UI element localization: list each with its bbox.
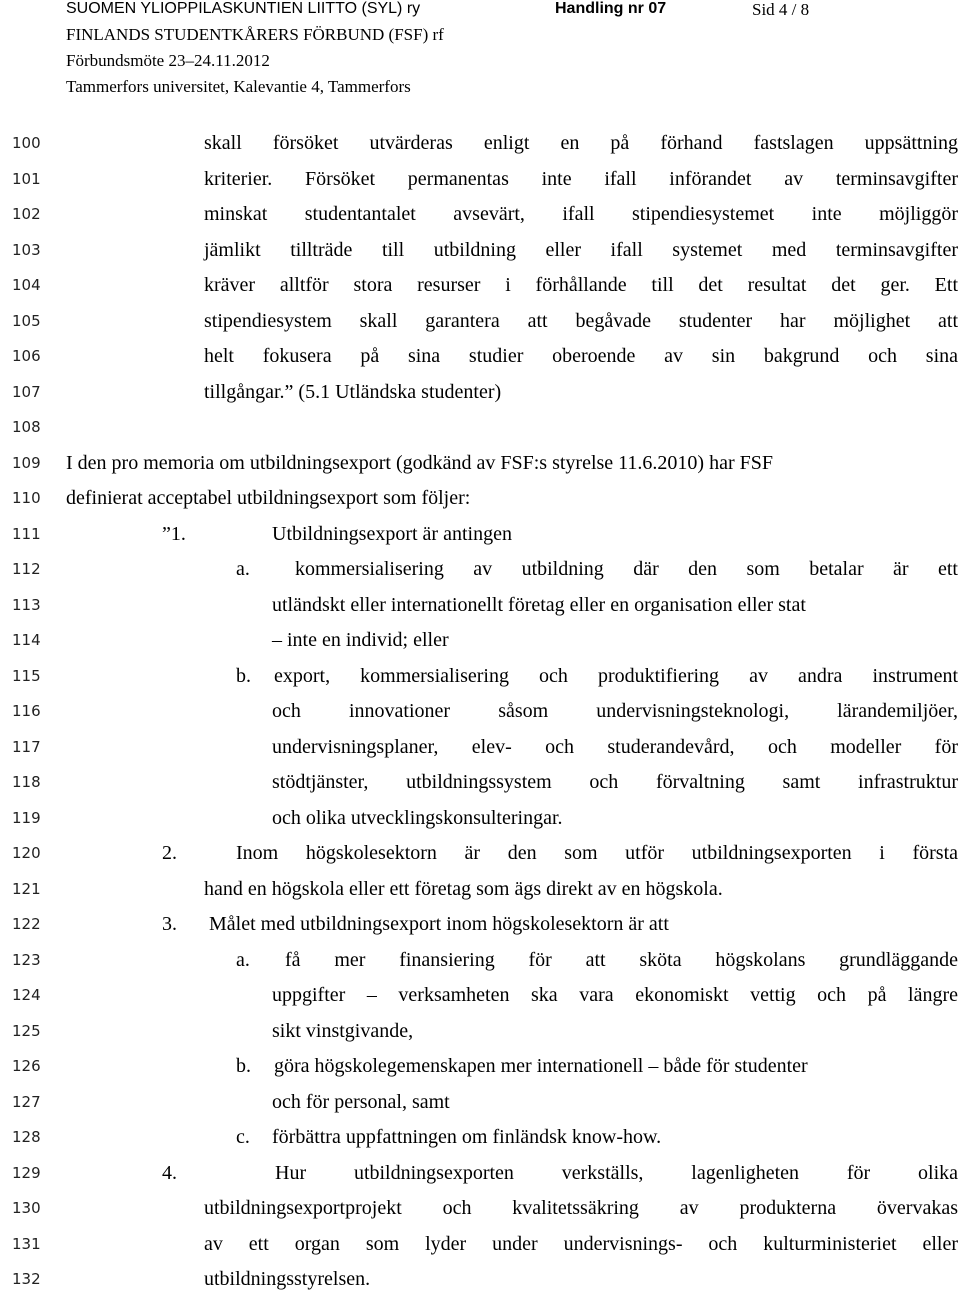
page-indicator: Sid 4 / 8: [752, 0, 810, 19]
line-number: 120: [12, 844, 41, 862]
list-item-text: och för personal, samt: [272, 1090, 450, 1113]
line-number: 100: [12, 134, 41, 152]
list-item-text: stödtjänster, utbildningssystem och förvaltning samt infrastruktur: [272, 771, 958, 793]
line-number: 103: [12, 240, 41, 259]
handling-number: Handling nr 07: [555, 0, 667, 17]
list-item-text: förbättra uppfattningen om finländsk know-how.: [272, 1126, 662, 1148]
line-number: 114: [12, 631, 41, 649]
line-number: 119: [12, 808, 41, 827]
quote-line: jämlikt tillträde till utbildning eller ifall systemet med terminsavgifter: [204, 238, 958, 261]
list-marker: ”1.: [162, 522, 186, 545]
paragraph-line: definierat acceptabel utbildningsexport som följer:: [66, 487, 471, 509]
list-item-text: utbildningsexportprojekt och kvalitetssäkring av produkterna övervakas: [204, 1197, 958, 1219]
list-marker: 4.: [162, 1161, 177, 1184]
line-number: 104: [12, 276, 41, 294]
list-item-text: undervisningsplaner, elev- och studerandevård, och modeller för: [272, 735, 958, 758]
list-item-text: Utbildningsexport är antingen: [272, 522, 512, 545]
line-number: 108: [12, 418, 41, 436]
line-number: 126: [12, 1057, 41, 1075]
list-item-text: hand en högskola eller ett företag som ägs direkt av en högskola.: [204, 877, 723, 900]
line-number: 101: [12, 169, 41, 188]
line-number: 123: [12, 950, 41, 969]
quote-line: tillgångar.” (5.1 Utländska studenter): [204, 380, 502, 403]
line-number: 124: [12, 986, 41, 1004]
org-name-fi: SUOMEN YLIOPPILASKUNTIEN LIITTO (SYL) ry: [66, 0, 421, 17]
line-number: 121: [12, 879, 41, 898]
list-marker: 3.: [162, 913, 177, 935]
quote-line: minskat studentantalet avsevärt, ifall stipendiesystemet inte möjliggör: [204, 203, 958, 225]
list-item-text: och innovationer såsom undervisningsteknologi, lärandemiljöer,: [272, 700, 958, 722]
line-number: 112: [12, 560, 41, 578]
line-number: 110: [12, 489, 41, 507]
line-number: 107: [12, 382, 41, 401]
quote-line: stipendiesystem skall garantera att begåvade studenter har möjlighet att: [204, 309, 958, 332]
quote-line: kräver alltför stora resurser i förhållande till det resultat det ger. Ett: [204, 274, 958, 296]
line-number: 115: [12, 666, 41, 685]
line-number: 109: [12, 453, 41, 472]
list-marker: c.: [236, 1126, 250, 1148]
line-number: 127: [12, 1092, 41, 1111]
line-number: 131: [12, 1234, 41, 1253]
line-number: 117: [12, 737, 41, 756]
org-name-sv: FINLANDS STUDENTKÅRERS FÖRBUND (FSF) rf: [66, 25, 444, 44]
list-item-text: uppgifter – verksamheten ska vara ekonomiskt vettig och på längre: [272, 984, 958, 1006]
list-item-text: – inte en individ; eller: [272, 629, 449, 651]
venue: Tammerfors universitet, Kalevantie 4, Tammerfors: [66, 77, 411, 96]
line-number: 128: [12, 1128, 41, 1146]
list-marker: b.: [236, 1055, 251, 1077]
line-number: 111: [12, 524, 41, 543]
line-number: 125: [12, 1021, 41, 1040]
list-item-text: export, kommersialisering och produktifiering av andra instrument: [274, 664, 958, 687]
line-number: 116: [12, 702, 41, 720]
line-number: 129: [12, 1163, 41, 1182]
list-marker: a.: [236, 558, 250, 580]
line-number: 132: [12, 1270, 41, 1288]
list-item-text: utbildningsstyrelsen.: [204, 1268, 371, 1290]
list-item-text: kommersialisering av utbildning där den som betalar är ett: [295, 558, 958, 580]
list-item-text: Målet med utbildningsexport inom högskolesektorn är att: [209, 913, 669, 935]
list-marker: b.: [236, 664, 251, 687]
line-number: 102: [12, 205, 41, 223]
quote-line: helt fokusera på sina studier oberoende av sin bakgrund och sina: [204, 345, 958, 367]
line-number: 105: [12, 311, 41, 330]
line-number: 106: [12, 347, 41, 365]
paragraph-line: I den pro memoria om utbildningsexport (godkänd av FSF:s styrelse 11.6.2010) har FSF: [66, 451, 773, 474]
meeting-date: Förbundsmöte 23–24.11.2012: [66, 51, 270, 70]
line-number: 130: [12, 1199, 41, 1217]
list-item-text: av ett organ som lyder under undervisnings- och kulturministeriet eller: [204, 1232, 958, 1255]
list-marker: a.: [236, 948, 250, 971]
list-item-text: Hur utbildningsexporten verkställs, lagenligheten för olika: [275, 1161, 958, 1184]
list-item-text: få mer finansiering för att sköta högskolans grundläggande: [285, 948, 958, 971]
list-item-text: och olika utvecklingskonsulteringar.: [272, 806, 563, 829]
line-number: 118: [12, 773, 41, 791]
list-item-text: göra högskolegemenskapen mer internationell – både för studenter: [274, 1055, 808, 1077]
list-item-text: Inom högskolesektorn är den som utför utbildningsexporten i första: [236, 842, 958, 864]
quote-line: kriterier. Försöket permanentas inte ifall införandet av terminsavgifter: [204, 167, 958, 190]
list-item-text: utländskt eller internationellt företag eller en organisation eller stat: [272, 593, 806, 616]
list-marker: 2.: [162, 842, 177, 864]
line-number: 122: [12, 915, 41, 933]
line-number: 113: [12, 595, 41, 614]
list-item-text: sikt vinstgivande,: [272, 1019, 414, 1042]
quote-line: skall försöket utvärderas enligt en på förhand fastslagen uppsättning: [204, 132, 958, 154]
